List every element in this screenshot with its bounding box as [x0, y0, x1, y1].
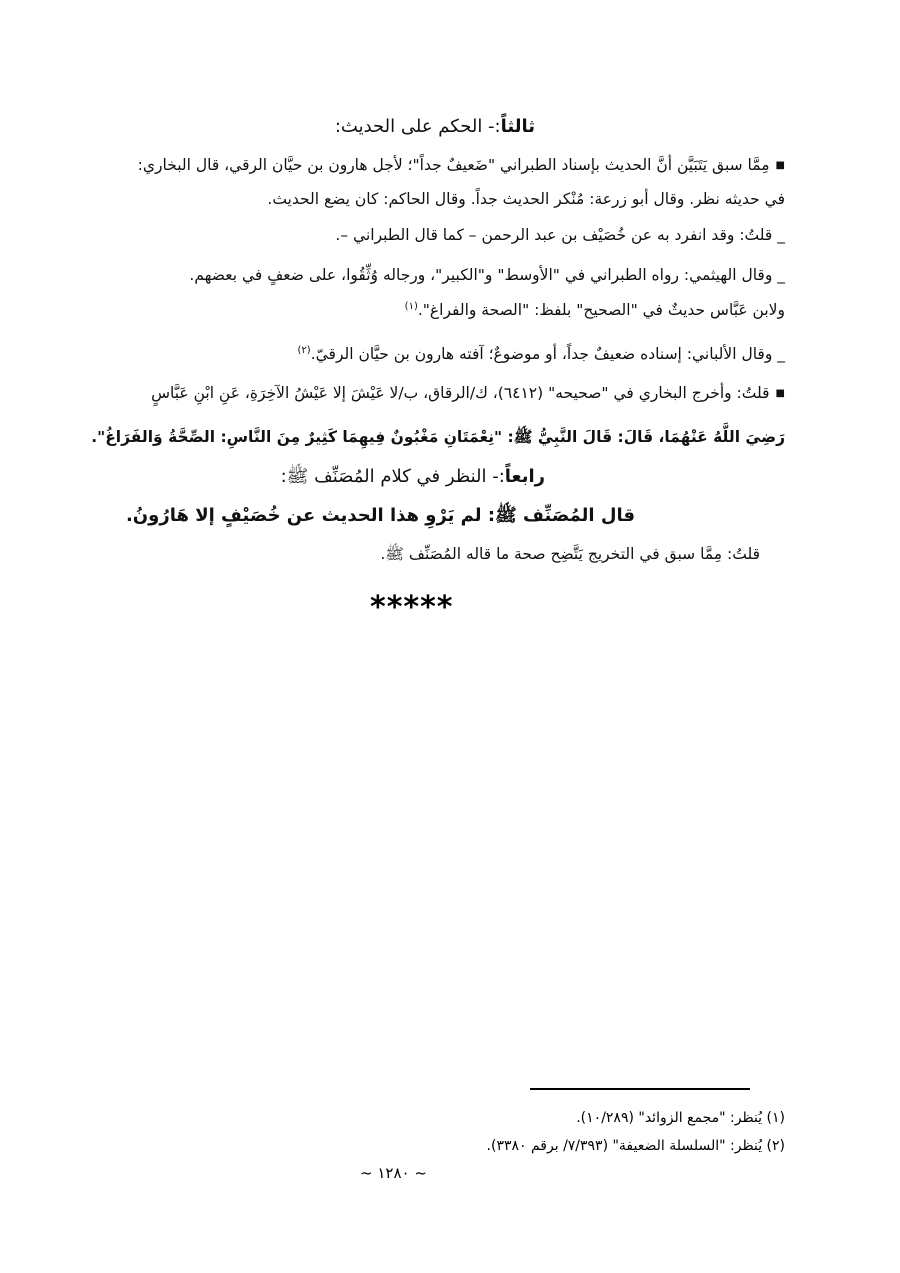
paragraph-3-line-1: _ وقال الهيثمي: رواه الطبراني في "الأوسط" و"الكبير"، ورجاله وُثِّقُوا، على ضعفٍ في بعضهم.	[189, 266, 785, 284]
paragraph-3-line-2	[405, 296, 785, 321]
paragraph-1-line-2: في حديثه نظر. وقال أبو زرعة: مُنْكر الحديث جداً. وقال الحاكم: كان يضع الحديث.	[267, 190, 785, 208]
footnote-1: (١) يُنظر: "مجمع الزوائد" (١٠/٢٨٩).	[576, 1110, 785, 1126]
paragraph-2: _ قلتُ: وقد انفرد به عن خُصَيْف بن عبد الرحمن – كما قال الطبراني –.	[335, 226, 785, 244]
paragraph-text: مِمَّا سبق يَتَبَيَّن أنَّ الحديث بإسناد الطبراني "ضَعيفٌ جداً"؛ لأجل هارون بن حيَّان الرقي، قال البخاري:	[137, 156, 770, 174]
section-heading-3	[335, 116, 535, 138]
footnote-separator	[530, 1088, 750, 1090]
page-number: ~ ١٢٨٠ ~	[360, 1164, 427, 1182]
paragraph-text: ولابن عَبَّاس حديثٌ في "الصحيح" بلفظ: "الصحة والفراغ".	[417, 301, 785, 320]
footnote-ref-1: (١)	[404, 301, 418, 312]
section-divider-stars: *****	[370, 590, 454, 625]
paragraph-4	[298, 340, 785, 365]
paragraph-5-line-2: رَضِيَ اللَّهُ عَنْهُمَا، قَالَ: قَالَ النَّبِيُّ ﷺ: "نِعْمَتَانِ مَغْبُونٌ فِيهِمَا كَثِيرٌ مِنَ النَّاسِ: الصِّحَّةُ وَالفَرَاغُ".	[91, 428, 785, 446]
heading-label: ثالثاً	[500, 116, 535, 137]
footnote-2: (٢) يُنظر: "السلسلة الضعيفة" (٧/٣٩٣/ برقم ٣٣٨٠).	[486, 1138, 785, 1154]
bullet-icon: ■	[775, 159, 785, 171]
footnote-ref-2: (٢)	[297, 345, 311, 356]
paragraph-1-line-1	[138, 154, 785, 177]
heading-label: رابعاً	[504, 466, 545, 487]
heading-text: :- الحكم على الحديث:	[334, 116, 501, 137]
conclusion: قلتُ: مِمَّا سبق في التخريج يَتَّضِح صحة ما قاله المُصَنِّف ﷺ.	[380, 545, 760, 563]
paragraph-text: _ وقال الألباني: إسناده ضعيفٌ جداً، أو موضوعٌ؛ آفته هارون بن حيَّان الرقيّ.	[310, 345, 785, 364]
bullet-icon: ■	[775, 387, 785, 399]
author-quote	[126, 505, 635, 527]
paragraph-5-line-1	[151, 382, 785, 405]
heading-text: :- النظر في كلام المُصَنِّف ﷺ:	[280, 466, 505, 487]
paragraph-text: قلتُ: وأخرج البخاري في "صحيحه" (٦٤١٢)، ك/الرقاق، ب/لا عَيْشَ إلا عَيْشُ الآخِرَةِ، عَنِ ابْنِ عَبَّاسٍ	[151, 384, 770, 402]
author-quote-text: لم يَرْوِ هذا الحديث عن خُصَيْفٍ إلا هَارُونُ.	[125, 505, 482, 526]
author-quote-lead: قال المُصَنِّف ﷺ:	[487, 505, 635, 526]
section-heading-4	[281, 466, 545, 488]
